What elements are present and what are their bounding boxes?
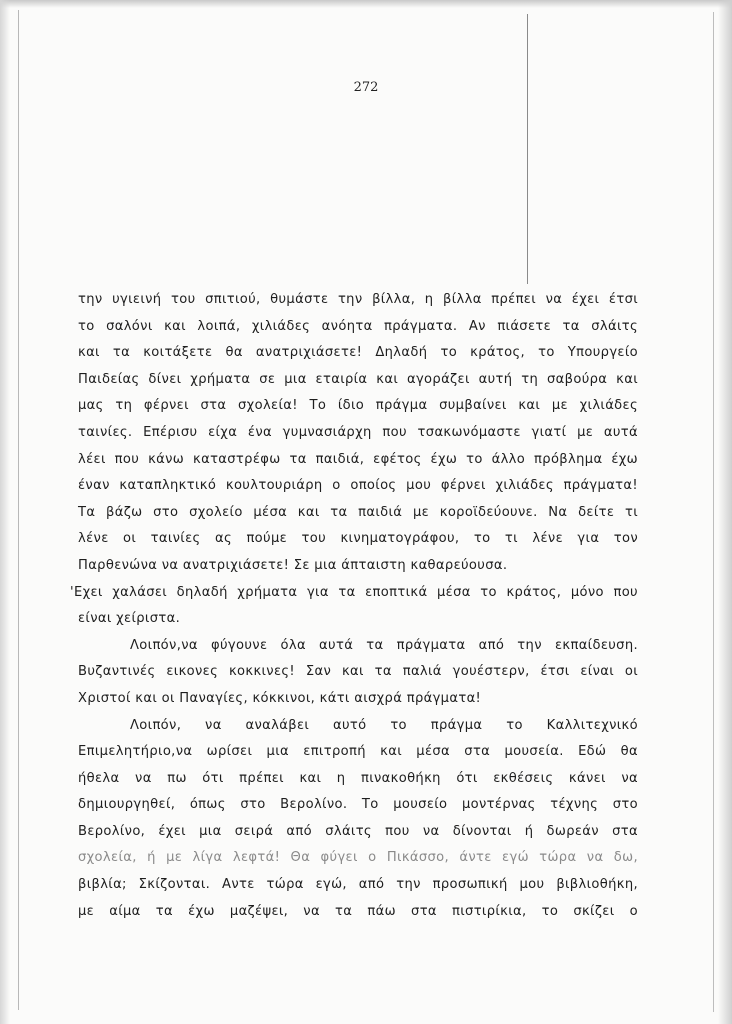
scan-edge-left [0, 0, 10, 1024]
scan-edge-top [0, 0, 732, 8]
text-line: βιβλία; Σκίζονται. Αντε τώρα εγώ, από την προσωπική μου βιβλιοθήκη, [78, 877, 638, 893]
text-line: Τα βάζω στο σχολείο μέσα και τα παιδιά με κοροϊδεύουνε. Να δείτε τι [78, 504, 638, 520]
text-line: Χριστοί και οι Παναγίες, κόκκινοι, κάτι αισχρά πράγματα! [78, 690, 482, 706]
text-line: Λοιπόν, να αναλάβει αυτό το πράγμα το Καλλιτεχνικό [130, 717, 638, 733]
page-number: 272 [353, 80, 379, 95]
scan-border-right [713, 12, 714, 1012]
text-line: Επιμελητήριο,να ωρίσει μια επιτροπή και μέσα στα μουσεία. Εδώ θα [78, 744, 638, 760]
text-line: και τα κοιτάξετε θα ανατριχιάσετε! Δηλαδή το κράτος, το Υπουργείο [78, 345, 638, 361]
text-line: ήθελα να πω ότι πρέπει και η πινακοθήκη ότι εκθέσεις κάνει να [78, 770, 638, 786]
text-line: λέει που κάνω καταστρέφω τα παιδιά, εφέτος έχω το άλλο πρόβλημα έχω [78, 451, 638, 467]
text-line: λένε οι ταινίες ας πούμε του κινηματογράφου, το τι λένε για τον [78, 531, 638, 547]
text-line: μας τη φέρνει στα σχολεία! Το ίδιο πράγμα συμβαίνει και με χιλιάδες [78, 398, 638, 414]
text-line: έναν καταπληκτικό κουλτουριάρη ο οποίος μου φέρνει χιλιάδες πράγματα! [78, 478, 638, 494]
text-line: την υγιεινή του σπιτιού, θυμάστε την βίλλα, η βίλλα πρέπει να έχει έτσι [78, 292, 638, 307]
text-line: Λοιπόν,να φύγουνε όλα αυτά τα πράγματα από την εκπαίδευση. [130, 637, 638, 653]
text-line: 'Εχει χαλάσει δηλαδή χρήματα για τα εποπτικά μέσα το κράτος, μόνο που [70, 584, 638, 600]
text-line: είναι χείριστα. [78, 611, 181, 627]
scan-border-left [18, 10, 19, 1010]
scan-edge-right [718, 0, 732, 1024]
text-line: με αίμα τα έχω μαζέψει, να τα πάω στα πιστιρίκια, το σκίζει ο [78, 903, 638, 919]
text-line: Βυζαντινές εικονες κοκκινες! Σαν και τα παλιά γουέστερν, έτσι είναι οι [78, 664, 638, 680]
text-line: ταινίες. Επέρισυ είχα ένα γυμνασιάρχη που τσακωνόμαστε γιατί με αυτά [78, 424, 638, 440]
body-text [70, 287, 638, 925]
text-line: το σαλόνι και λοιπά, χιλιάδες ανόητα πράγματα. Αν πιάσετε τα σλάιτς [78, 318, 638, 334]
fold-line [527, 14, 528, 284]
text-line: Παρθενώνα να ανατριχιάσετε! Σε μια άπταιστη καθαρεύουσα. [78, 557, 508, 573]
text-line: σχολεία, ή με λίγα λεφτά! Θα φύγει ο Πικάσσο, άντε εγώ τώρα να δω, [78, 850, 638, 866]
text-line: Παιδείας δίνει χρήματα σε μια εταιρία και αγοράζει αυτή τη σαβούρα και [78, 371, 638, 387]
text-line: Βερολίνο, έχει μια σειρά από σλάιτς που να δίνονται ή δωρεάν στα [78, 823, 638, 839]
text-line: δημιουργηθεί, όπως στο Βερολίνο. Το μουσείο μοντέρνας τέχνης στο [78, 797, 638, 813]
